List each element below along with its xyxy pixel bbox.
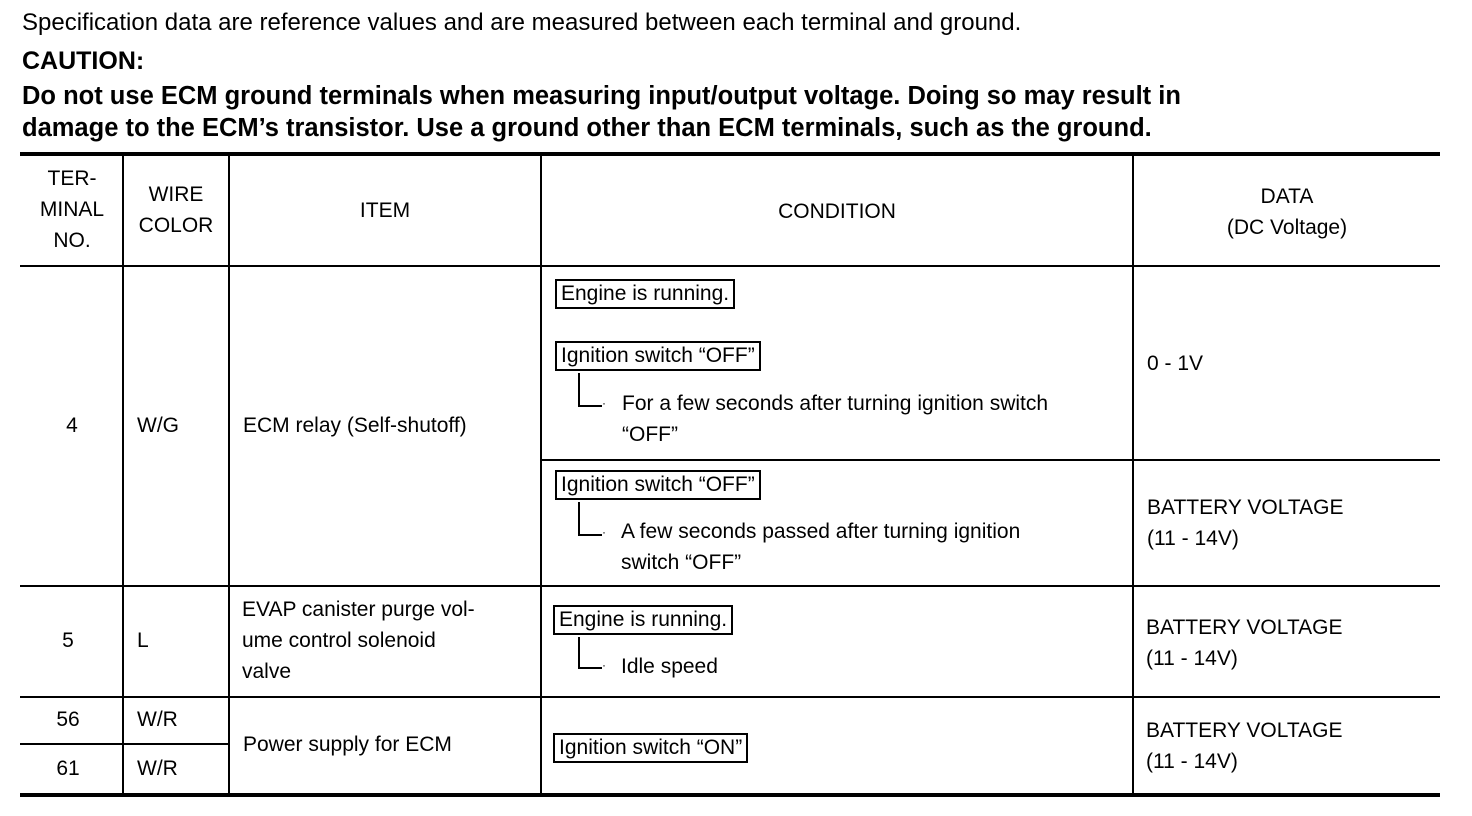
caution-text	[22, 80, 1452, 144]
row5-subcondition: Idle speed	[621, 655, 718, 678]
row56-61-ignition-on-box: Ignition switch “ON”	[553, 733, 748, 763]
row5-elbow-dot: ·	[602, 658, 606, 672]
row56-61-data-line-2: (11 - 14V)	[1146, 750, 1238, 773]
header-bottom-rule	[20, 265, 1440, 267]
row4-cond2-sub-line-2: switch “OFF”	[621, 551, 742, 574]
row56-split-rule	[20, 743, 228, 745]
row4-bottom-rule	[20, 585, 1440, 587]
row4-split-rule	[540, 459, 1440, 461]
row5-item-line-2: ume control solenoid	[242, 629, 436, 652]
row56-61-data	[1146, 715, 1342, 777]
intro-text: Specification data are reference values and are measured between each terminal and ground.	[22, 9, 1022, 36]
row4-cond1-elbow-dot: ·	[602, 396, 606, 410]
table-bottom-rule	[20, 793, 1440, 797]
row56-terminal: 56	[56, 708, 80, 731]
row5-bottom-rule	[20, 696, 1440, 698]
table-top-rule	[20, 152, 1440, 156]
row4-wire-color: W/G	[137, 414, 179, 437]
header-terminal-line-1: TER-	[47, 167, 97, 190]
row4-cond1-data: 0 - 1V	[1147, 352, 1204, 375]
row56-61-item: Power supply for ECM	[243, 733, 452, 756]
row4-cond2-data-line-1: BATTERY VOLTAGE	[1147, 496, 1344, 519]
row4-cond1-subcondition	[622, 388, 1048, 450]
row61-wire-color: W/R	[137, 757, 178, 780]
row4-cond2-subcondition	[621, 516, 1020, 578]
row61-terminal: 61	[56, 757, 80, 780]
header-data	[1134, 181, 1440, 243]
row4-terminal: 4	[66, 414, 78, 437]
row4-cond2-elbow	[578, 502, 602, 536]
caution-title: CAUTION:	[22, 47, 145, 75]
header-data-line-1: DATA	[1260, 185, 1314, 208]
row4-cond2-sub-line-1: A few seconds passed after turning ignition	[621, 520, 1021, 543]
header-wire-line-2: COLOR	[138, 214, 214, 237]
col-rule-3	[540, 154, 542, 795]
row5-data-line-1: BATTERY VOLTAGE	[1146, 616, 1343, 639]
row56-61-data-line-1: BATTERY VOLTAGE	[1146, 719, 1343, 742]
row5-elbow	[578, 637, 602, 669]
row4-cond1-engine-running-box: Engine is running.	[555, 279, 735, 309]
row5-item-line-1: EVAP canister purge vol-	[242, 598, 475, 621]
header-data-line-2: (DC Voltage)	[1226, 216, 1348, 239]
header-condition: CONDITION	[778, 200, 896, 223]
caution-line-2: damage to the ECM’s transistor. Use a ground other than ECM terminals, such as the ground.	[22, 114, 1152, 142]
row4-cond1-ignition-off-box: Ignition switch “OFF”	[555, 341, 761, 371]
col-rule-1	[122, 154, 124, 795]
col-rule-2	[228, 154, 230, 795]
row4-cond1-sub-line-1: For a few seconds after turning ignition switch	[622, 392, 1049, 415]
row5-data-line-2: (11 - 14V)	[1146, 647, 1238, 670]
header-terminal-line-2: MINAL	[39, 198, 105, 221]
row5-terminal: 5	[62, 629, 74, 652]
row4-cond1-elbow	[578, 373, 602, 407]
row4-item: ECM relay (Self-shutoff)	[243, 414, 467, 437]
row4-cond2-data-line-2: (11 - 14V)	[1147, 527, 1239, 550]
row4-cond2-elbow-dot: ·	[602, 525, 606, 539]
row4-cond2-ignition-off-box: Ignition switch “OFF”	[555, 470, 761, 500]
header-terminal	[22, 163, 122, 256]
row5-item	[242, 594, 475, 687]
col-rule-4	[1132, 154, 1134, 795]
row4-cond1-sub-line-2: “OFF”	[622, 423, 678, 446]
header-wire-color	[124, 179, 228, 241]
header-terminal-line-3: NO.	[53, 229, 91, 252]
header-wire-line-1: WIRE	[148, 183, 204, 206]
row5-item-line-3: valve	[242, 660, 292, 683]
caution-line-1: Do not use ECM ground terminals when measuring input/output voltage. Doing so may result in	[22, 82, 1181, 110]
header-item: ITEM	[359, 199, 411, 222]
row5-data	[1146, 612, 1342, 674]
row5-wire-color: L	[137, 629, 149, 652]
row5-engine-running-box: Engine is running.	[553, 605, 733, 635]
row4-cond2-data	[1147, 492, 1343, 554]
row56-wire-color: W/R	[137, 708, 178, 731]
